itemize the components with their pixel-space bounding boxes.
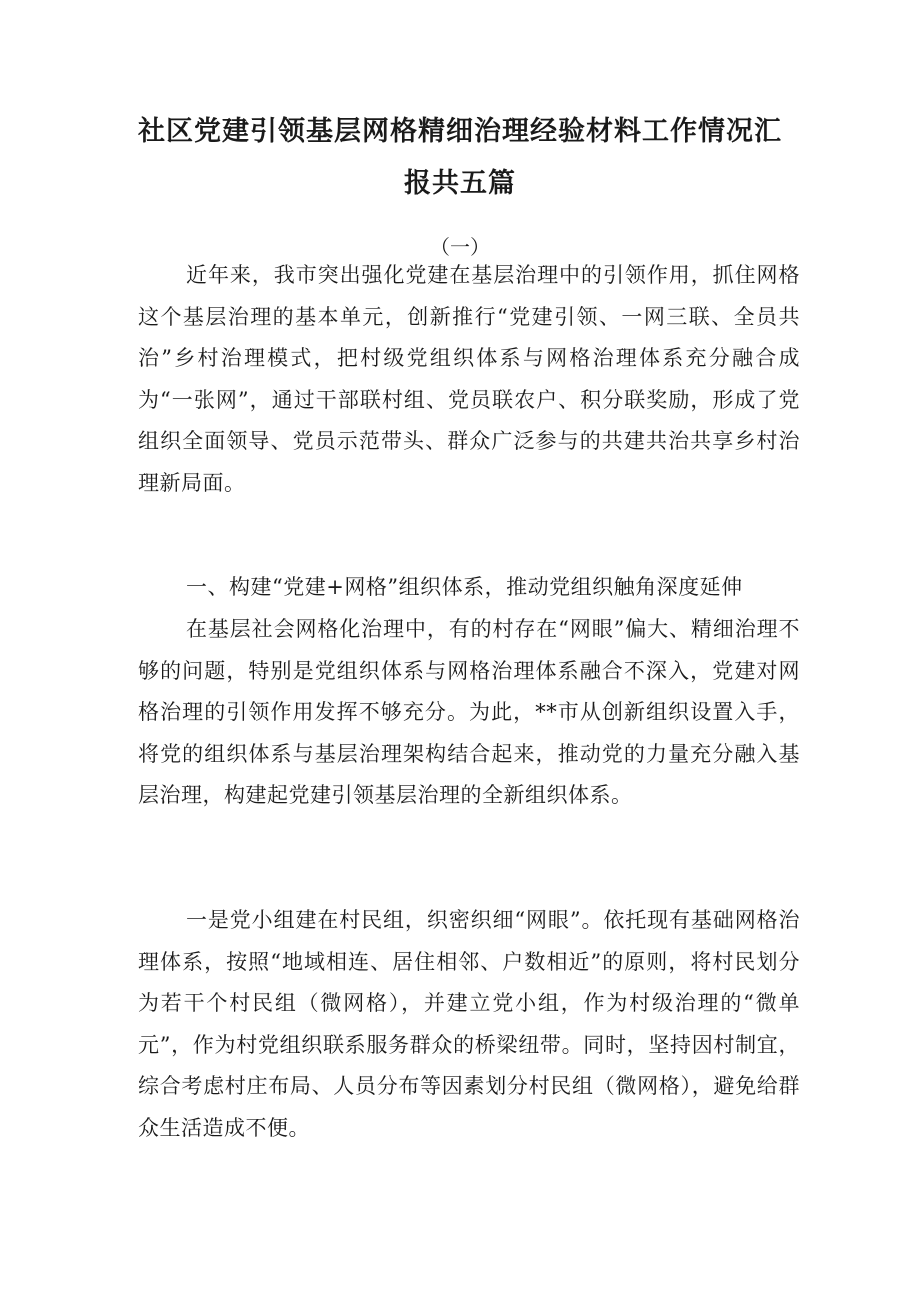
paragraph-body: 一是党小组建在村民组，织密织细“网眼”。依托现有基础网格治理体系，按照“地域相连、居住相邻、户数相近”的原则，将村民划分为若干个村民组（微网格），并建立党小组，作为村级治理的“微单元”，作为村党组织联系服务群众的桥梁纽带。同时，坚持因村制宜，综合考虑村庄布局、人员分布等因素划分村民组（微网格），避免给群众生活造成不便。 [138, 908, 800, 1140]
document-title [120, 106, 800, 210]
section-heading: 一、构建“党建+网格”组织体系，推动党组织触角深度延伸 [186, 575, 743, 599]
title-line-2: 报共五篇 [404, 168, 516, 199]
paragraph-body: 在基层社会网格化治理中，有的村存在“网眼”偏大、精细治理不够的问题，特别是党组织体系与网格治理体系融合不深入，党建对网格治理的引领作用发挥不够充分。为此，**市从创新组织设置入手，将党的组织体系与基层治理架构结合起来，推动党的力量充分融入基层治理，构建起党建引领基层治理的全新组织体系。 [138, 617, 800, 808]
section-number: （一） [430, 235, 490, 259]
paragraph-intro: 近年来，我市突出强化党建在基层治理中的引领作用，抓住网格这个基层治理的基本单元，创新推行“党建引领、一网三联、全员共治”乡村治理模式，把村级党组织体系与网格治理体系充分融合成为“一张网”，通过干部联村组、党员联农户、积分联奖励，形成了党组织全面领导、党员示范带头、群众广泛参与的共建共治共享乡村治理新局面。 [138, 263, 800, 495]
title-line-1: 社区党建引领基层网格精细治理经验材料工作情况汇 [138, 116, 782, 147]
